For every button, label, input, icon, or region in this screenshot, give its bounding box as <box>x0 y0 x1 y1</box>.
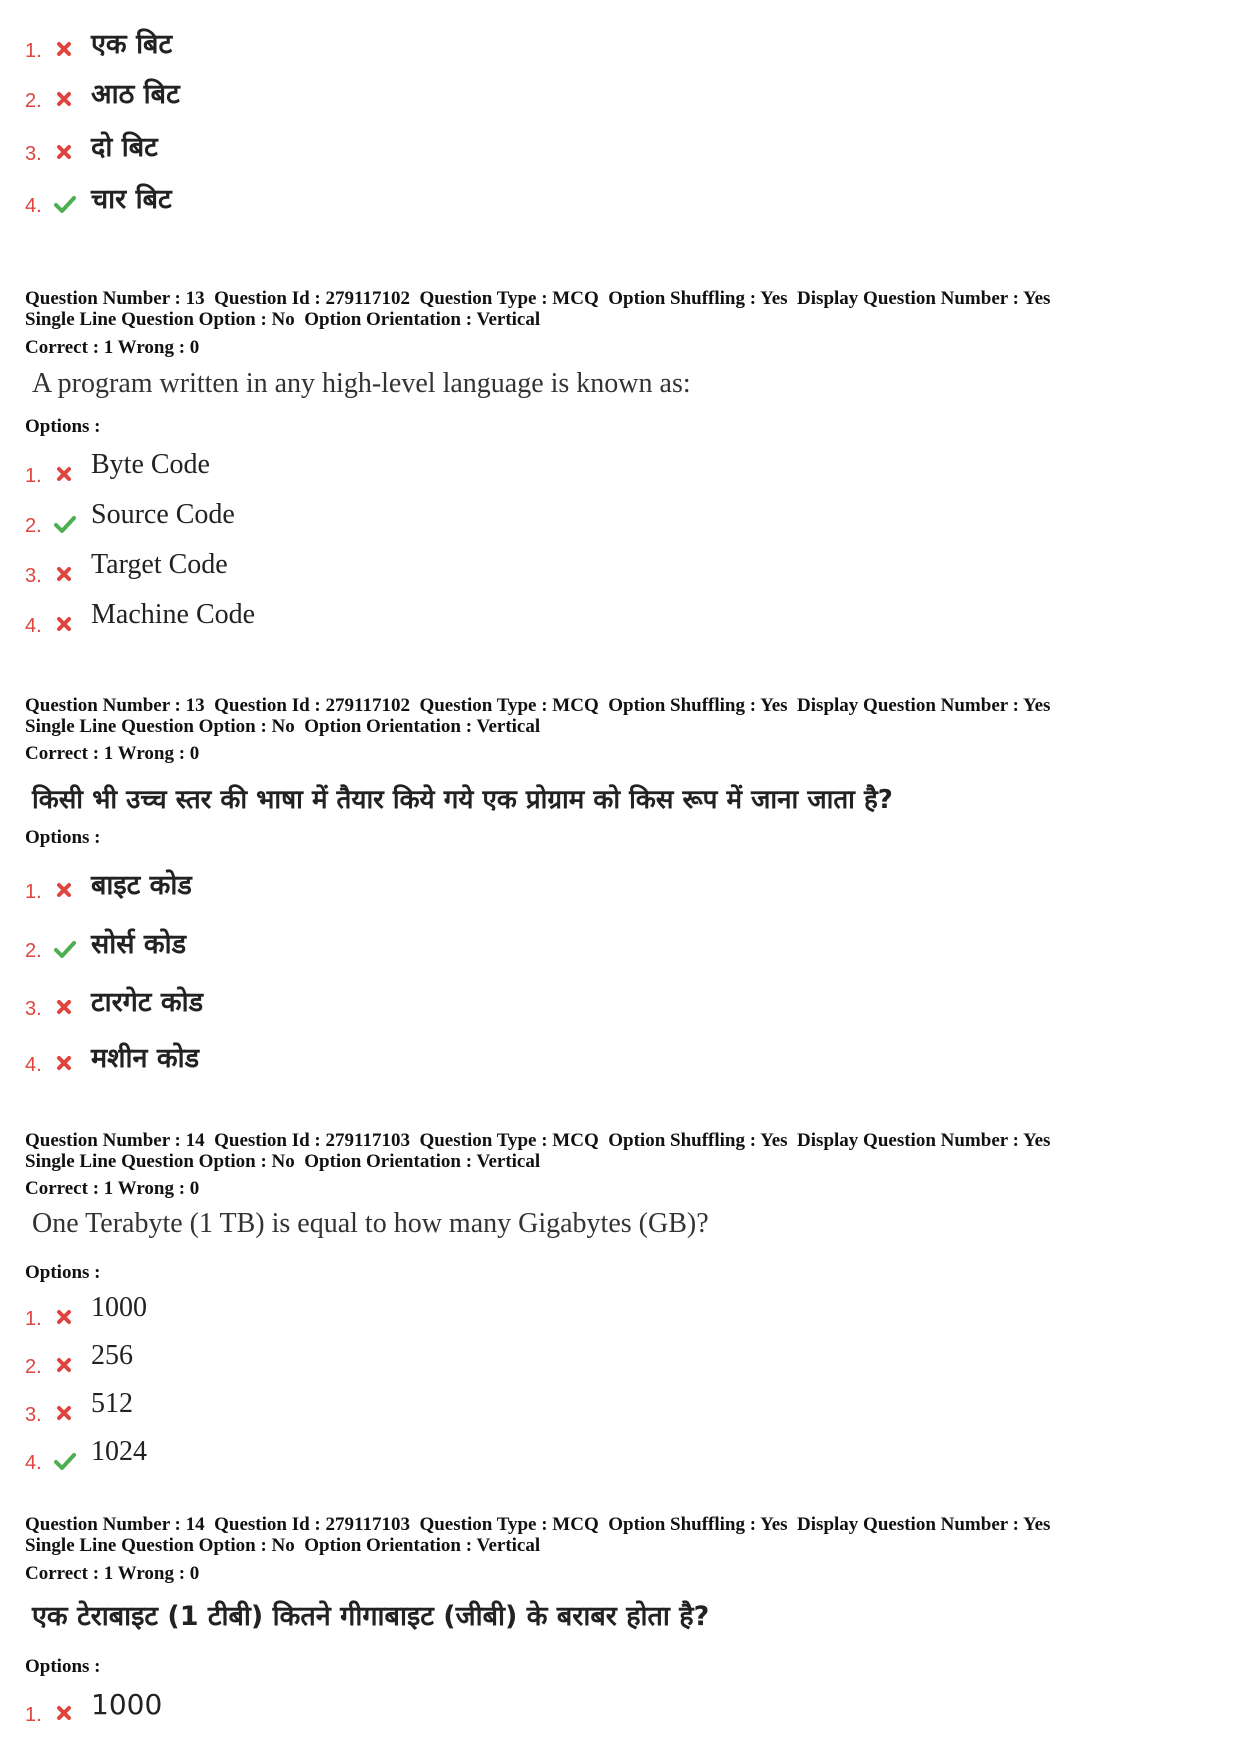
option-text: 1000 <box>91 1292 147 1323</box>
cross-icon <box>53 1702 75 1724</box>
options-label: Options : <box>25 1656 101 1677</box>
option-text: आठ बिट <box>91 79 180 110</box>
cross-icon <box>53 1354 75 1376</box>
option-row <box>25 922 1125 970</box>
check-icon <box>53 513 75 535</box>
question-text: किसी भी उच्च स्तर की भाषा में तैयार किये गये एक प्रोग्राम को किस रूप में जाना जाता है? <box>32 785 893 815</box>
option-number: 1. <box>25 881 42 903</box>
cross-icon <box>53 879 75 901</box>
meta-line-2: Single Line Question Option : No Option Orientation : Vertical <box>25 309 541 330</box>
meta-line-1: Question Number : 13 Question Id : 279117102 Question Type : MCQ Option Shuffling : Yes Display Question Number : Yes <box>25 695 1051 716</box>
option-number: 4. <box>25 195 42 217</box>
option-row <box>25 1686 1125 1734</box>
question-text: A program written in any high-level language is known as: <box>32 368 691 399</box>
option-text: 256 <box>91 1340 133 1371</box>
option-row <box>25 1338 1125 1386</box>
option-row <box>25 177 1125 225</box>
option-text: मशीन कोड <box>91 1043 200 1074</box>
cross-icon <box>53 463 75 485</box>
cross-icon <box>53 996 75 1018</box>
option-number: 1. <box>25 40 42 62</box>
option-row <box>25 22 1125 70</box>
meta-line-2: Single Line Question Option : No Option Orientation : Vertical <box>25 716 541 737</box>
meta-line-1: Question Number : 13 Question Id : 279117102 Question Type : MCQ Option Shuffling : Yes Display Question Number : Yes <box>25 288 1051 309</box>
check-icon <box>53 938 75 960</box>
option-row <box>25 863 1125 911</box>
option-text: सोर्स कोड <box>91 929 187 960</box>
option-number: 3. <box>25 143 42 165</box>
meta-line-2: Single Line Question Option : No Option Orientation : Vertical <box>25 1151 541 1172</box>
option-row <box>25 1036 1125 1084</box>
option-row <box>25 125 1125 173</box>
option-row <box>25 1386 1125 1434</box>
option-row <box>25 980 1125 1028</box>
option-text: 512 <box>91 1388 133 1419</box>
option-number: 4. <box>25 1054 42 1076</box>
question-meta <box>25 1130 1215 1172</box>
cross-icon <box>53 141 75 163</box>
option-row <box>25 597 1125 645</box>
question-meta <box>25 1514 1215 1556</box>
question-text: One Terabyte (1 TB) is equal to how many Gigabytes (GB)? <box>32 1208 709 1239</box>
score-line: Correct : 1 Wrong : 0 <box>25 1563 200 1584</box>
option-text: 1000 <box>91 1688 163 1721</box>
option-text: चार बिट <box>91 184 172 215</box>
cross-icon <box>53 613 75 635</box>
option-text: Byte Code <box>91 449 210 480</box>
option-row <box>25 447 1125 495</box>
option-number: 3. <box>25 565 42 587</box>
check-icon <box>53 193 75 215</box>
score-line: Correct : 1 Wrong : 0 <box>25 743 200 764</box>
cross-icon <box>53 563 75 585</box>
options-label: Options : <box>25 827 101 848</box>
cross-icon <box>53 38 75 60</box>
meta-line-1: Question Number : 14 Question Id : 279117103 Question Type : MCQ Option Shuffling : Yes Display Question Number : Yes <box>25 1130 1051 1151</box>
option-number: 1. <box>25 1704 42 1726</box>
option-row <box>25 72 1125 120</box>
option-text: Target Code <box>91 549 228 580</box>
option-number: 2. <box>25 1356 42 1378</box>
option-number: 2. <box>25 515 42 537</box>
option-text: Source Code <box>91 499 235 530</box>
option-text: दो बिट <box>91 132 158 163</box>
option-text: 1024 <box>91 1436 147 1467</box>
option-number: 2. <box>25 90 42 112</box>
option-number: 3. <box>25 998 42 1020</box>
option-number: 2. <box>25 940 42 962</box>
question-text: एक टेराबाइट (1 टीबी) कितने गीगाबाइट (जीबी) के बराबर होता है? <box>32 1601 710 1632</box>
question-meta <box>25 288 1215 330</box>
score-line: Correct : 1 Wrong : 0 <box>25 1178 200 1199</box>
option-text: Machine Code <box>91 599 256 630</box>
cross-icon <box>53 1052 75 1074</box>
option-row <box>25 1434 1125 1482</box>
cross-icon <box>53 1306 75 1328</box>
option-number: 1. <box>25 465 42 487</box>
option-text: बाइट कोड <box>91 870 192 901</box>
cross-icon <box>53 88 75 110</box>
meta-line-1: Question Number : 14 Question Id : 279117103 Question Type : MCQ Option Shuffling : Yes Display Question Number : Yes <box>25 1514 1051 1535</box>
options-label: Options : <box>25 1262 101 1283</box>
option-row <box>25 497 1125 545</box>
question-meta <box>25 695 1215 737</box>
score-line: Correct : 1 Wrong : 0 <box>25 337 200 358</box>
option-text: टारगेट कोड <box>91 987 204 1018</box>
meta-line-2: Single Line Question Option : No Option Orientation : Vertical <box>25 1535 541 1556</box>
check-icon <box>53 1450 75 1472</box>
options-label: Options : <box>25 416 101 437</box>
option-row <box>25 1290 1125 1338</box>
option-number: 1. <box>25 1308 42 1330</box>
option-row <box>25 547 1125 595</box>
option-text: एक बिट <box>91 29 173 60</box>
option-number: 4. <box>25 615 42 637</box>
option-number: 3. <box>25 1404 42 1426</box>
option-number: 4. <box>25 1452 42 1474</box>
cross-icon <box>53 1402 75 1424</box>
